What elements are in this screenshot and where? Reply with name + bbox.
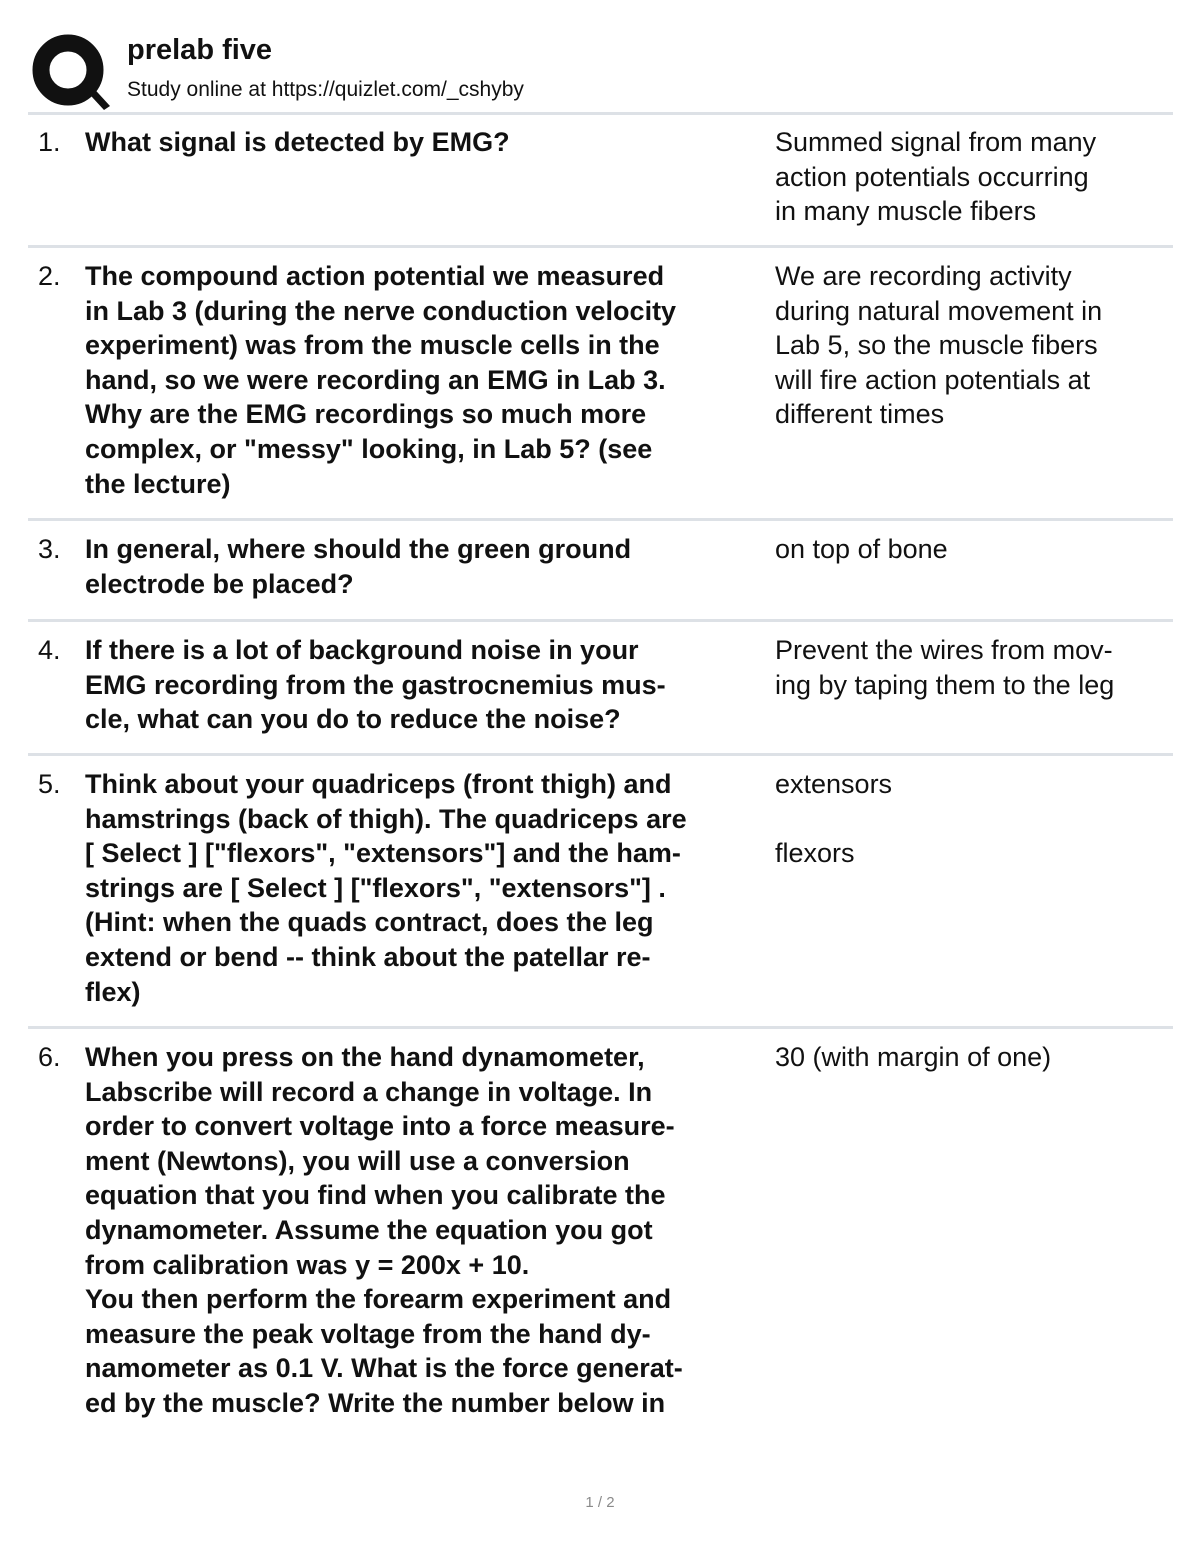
card-definition: extensors flexors [775,769,893,869]
card-number: 2. [38,261,61,291]
card-term: In general, where should the green ground electrode be placed? [85,534,632,599]
card-number: 3. [38,534,61,564]
divider [28,245,1173,248]
card-definition: We are recording activity during natural movement in Lab 5, so the muscle fibers will fire action potentials at different times [775,261,1103,430]
divider [28,619,1173,622]
page-title: prelab five [127,34,273,66]
card-number: 6. [38,1042,61,1072]
card-number: 4. [38,635,61,665]
card-term: Think about your quadriceps (front thigh) and hamstrings (back of thigh). The quadriceps are [ Select ] ["flexors", "extensors"] and the ham- strings are [ Select ] ["flexors", "extensors"] . (Hint: when the quads contract, does the leg extend or bend -- think about the patellar re- flex) [85,769,687,1007]
card-definition: Summed signal from many action potentials occurring in many muscle fibers [775,127,1097,227]
divider [28,518,1173,521]
page-number: 1 / 2 [585,1494,615,1511]
study-online-link[interactable]: Study online at https://quizlet.com/_cshyby [127,78,524,101]
card-term: What signal is detected by EMG? [85,127,510,157]
card-number: 1. [38,127,61,157]
card-definition: Prevent the wires from mov- ing by taping them to the leg [775,635,1115,700]
quizlet-q-logo-icon [30,32,110,112]
card-term: When you press on the hand dynamometer, Labscribe will record a change in voltage. In order to convert voltage into a force measure- ment (Newtons), you will use a conversion equation that you find when you calibrate the dynamometer. Assume the equation you got from calibration was y = 200x + 10. You then perform the forearm experiment and measure the peak voltage from the hand dy- namometer as 0.1 V. What is the force generat- ed by the muscle? Write the number below in [85,1042,683,1418]
card-number: 5. [38,769,61,799]
card-definition: 30 (with margin of one) [775,1042,1052,1072]
divider [28,753,1173,756]
divider [28,1026,1173,1029]
divider [28,112,1173,115]
card-term: The compound action potential we measured in Lab 3 (during the nerve conduction velocity experiment) was from the muscle cells in the hand, so we were recording an EMG in Lab 3. Why are the EMG recordings so much more complex, or "messy" looking, in Lab 5? (see the lecture) [85,261,677,499]
card-definition: on top of bone [775,534,948,564]
document-header [30,28,1172,112]
card-term: If there is a lot of background noise in your EMG recording from the gastrocnemius mus- cle, what can you do to reduce the noise? [85,635,666,735]
